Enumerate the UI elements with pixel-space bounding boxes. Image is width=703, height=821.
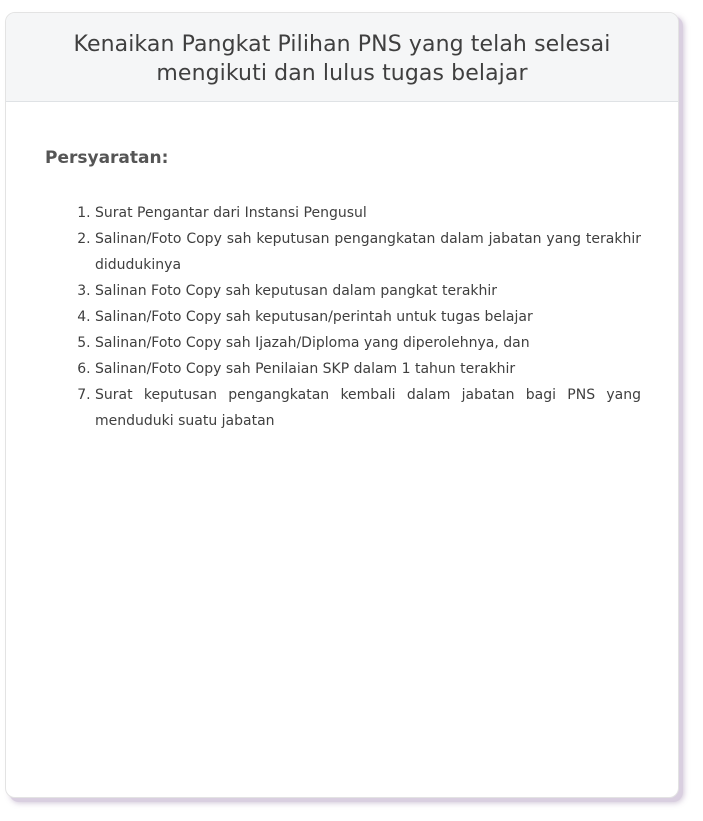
requirement-item: 5. Salinan/Foto Copy sah Ijazah/Diploma yang diperolehnya, dan xyxy=(95,330,641,356)
requirement-item: 3. Salinan Foto Copy sah keputusan dalam pangkat terakhir xyxy=(95,278,641,304)
info-card xyxy=(5,12,679,798)
requirements-heading: Persyaratan: xyxy=(45,148,169,168)
requirement-item: 1. Surat Pengantar dari Instansi Pengusul xyxy=(95,200,641,226)
requirement-item: 4. Salinan/Foto Copy sah keputusan/perintah untuk tugas belajar xyxy=(95,304,641,330)
card-body xyxy=(6,102,678,434)
requirement-item: 7. Surat keputusan pengangkatan kembali dalam jabatan bagi PNS yang menduduki suatu jabatan xyxy=(95,382,641,434)
requirement-item: 2. Salinan/Foto Copy sah keputusan pengangkatan dalam jabatan yang terakhir didudukinya xyxy=(95,226,641,278)
requirement-item: 6. Salinan/Foto Copy sah Penilaian SKP dalam 1 tahun terakhir xyxy=(95,356,641,382)
requirements-list xyxy=(45,200,641,434)
card-title: Kenaikan Pangkat Pilihan PNS yang telah selesai mengikuti dan lulus tugas belajar xyxy=(73,32,611,86)
card-header xyxy=(6,13,678,102)
